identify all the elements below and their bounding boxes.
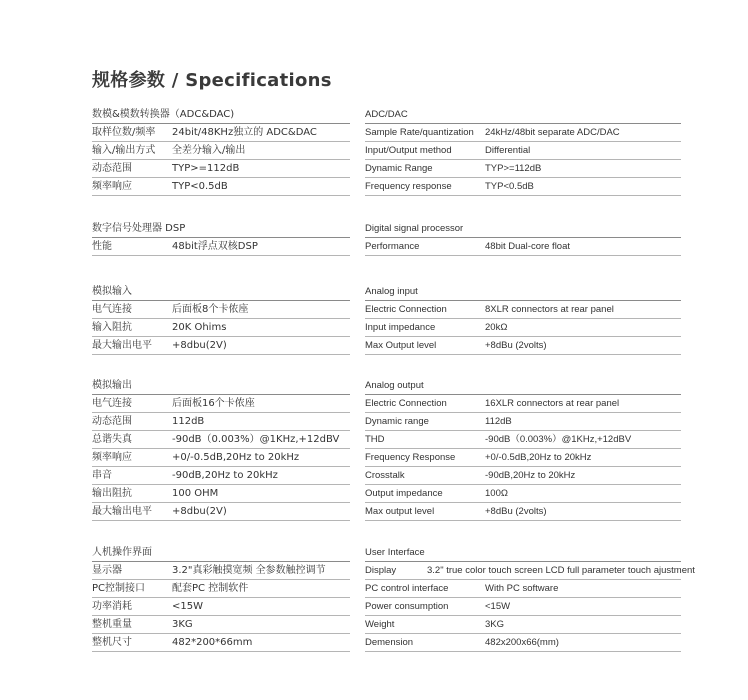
spec-label: Dynamic Range: [365, 163, 433, 174]
en-section: [365, 544, 695, 652]
spec-label: 取样位数/频率: [92, 127, 156, 138]
spec-value: With PC software: [485, 583, 559, 594]
spec-value: +8dbu(2V): [172, 340, 227, 351]
spec-row: [92, 178, 350, 196]
page-title: 规格参数 / Specifications: [92, 70, 332, 91]
spec-row: [365, 142, 681, 160]
spec-row: [92, 598, 350, 616]
spec-row: [92, 503, 350, 521]
spec-value: 482*200*66mm: [172, 637, 253, 648]
en-section: [365, 283, 681, 355]
section-header: Analog output: [365, 377, 681, 395]
spec-row: [365, 337, 681, 355]
spec-row: [365, 238, 681, 256]
spec-label: 动态范围: [92, 163, 132, 174]
spec-label: 串音: [92, 470, 112, 481]
spec-label: PC控制接口: [92, 583, 146, 594]
spec-value: 48bit浮点双核DSP: [172, 241, 258, 252]
spec-label: 显示器: [92, 565, 122, 576]
spec-label: Frequency response: [365, 181, 452, 192]
spec-value: 48bit Dual-core float: [485, 241, 571, 252]
cn-section: [92, 283, 350, 355]
spec-row: [92, 395, 350, 413]
en-section: [365, 220, 681, 256]
spec-value: 3KG: [172, 619, 193, 630]
spec-row: [92, 238, 350, 256]
spec-row: [92, 337, 350, 355]
en-section: [365, 106, 681, 196]
spec-row: [365, 319, 681, 337]
spec-row: [365, 413, 681, 431]
spec-row: [365, 562, 695, 580]
spec-value: 3.2"真彩触摸宽频 全参数触控调节: [172, 565, 326, 576]
cn-section: [92, 220, 350, 256]
spec-row: [365, 124, 681, 142]
spec-label: Weight: [365, 619, 395, 630]
section-header: 模拟输入: [92, 283, 350, 301]
spec-label: 输入阻抗: [92, 322, 132, 333]
spec-row: [92, 431, 350, 449]
spec-label: 输出阻抗: [92, 488, 132, 499]
cn-section: [92, 106, 350, 196]
spec-label: Max Output level: [365, 340, 437, 351]
spec-label: Demension: [365, 637, 414, 648]
spec-label: 频率响应: [92, 452, 132, 463]
spec-row: [92, 301, 350, 319]
spec-value: +8dbu(2V): [172, 506, 227, 517]
spec-label: Sample Rate/quantization: [365, 127, 474, 138]
spec-value: <15W: [172, 601, 203, 612]
spec-value: +0/-0.5dB,20Hz to 20kHz: [485, 452, 592, 463]
spec-row: [92, 142, 350, 160]
cn-section: [92, 377, 350, 521]
spec-label: 电气连接: [92, 304, 132, 315]
spec-row: [365, 395, 681, 413]
spec-row: [92, 319, 350, 337]
spec-row: [365, 449, 681, 467]
spec-label: Power consumption: [365, 601, 449, 612]
spec-row: [92, 467, 350, 485]
spec-value: <15W: [485, 601, 511, 612]
spec-row: [92, 413, 350, 431]
spec-value: 全差分输入/输出: [172, 145, 246, 156]
spec-label: Electric Connection: [365, 304, 447, 315]
spec-row: [365, 580, 681, 598]
spec-value: +8dBu (2volts): [485, 340, 547, 351]
spec-label: Input/Output method: [365, 145, 452, 156]
spec-row: [365, 160, 681, 178]
spec-value: +0/-0.5dB,20Hz to 20kHz: [172, 452, 300, 463]
spec-row: [365, 178, 681, 196]
spec-value: 后面板8个卡侬座: [172, 304, 249, 315]
spec-value: TYP>=112dB: [172, 163, 240, 174]
spec-row: [365, 485, 681, 503]
spec-value: -90dB,20Hz to 20kHz: [172, 470, 278, 481]
section-header: Digital signal processor: [365, 220, 681, 238]
spec-label: Dynamic range: [365, 416, 429, 427]
spec-value: Differential: [485, 145, 531, 156]
spec-label: 电气连接: [92, 398, 132, 409]
spec-value: TYP<0.5dB: [485, 181, 534, 192]
spec-row: [92, 562, 350, 580]
spec-value: 100Ω: [485, 488, 508, 499]
spec-row: [92, 124, 350, 142]
spec-label: 频率响应: [92, 181, 132, 192]
spec-row: [92, 449, 350, 467]
spec-label: PC control interface: [365, 583, 449, 594]
spec-value: 20kΩ: [485, 322, 508, 333]
spec-label: Electric Connection: [365, 398, 447, 409]
section-header: 人机操作界面: [92, 544, 350, 562]
spec-value: +8dBu (2volts): [485, 506, 547, 517]
spec-value: 20K Ohims: [172, 322, 227, 333]
section-header: 数模&模数转换器（ADC&DAC): [92, 106, 350, 124]
section-header: ADC/DAC: [365, 106, 681, 124]
spec-label: 功率消耗: [92, 601, 132, 612]
spec-value: 后面板16个卡侬座: [172, 398, 255, 409]
spec-value: -90dB（0.003%）@1KHz,+12dBV: [485, 434, 632, 445]
spec-row: [92, 616, 350, 634]
spec-value: TYP<0.5dB: [172, 181, 228, 192]
spec-label: 动态范围: [92, 416, 132, 427]
spec-value: 112dB: [172, 416, 205, 427]
spec-value: -90dB,20Hz to 20kHz: [485, 470, 576, 481]
spec-row: [92, 485, 350, 503]
spec-value: 16XLR connectors at rear panel: [485, 398, 620, 409]
spec-label: Max output level: [365, 506, 435, 517]
spec-label: Input impedance: [365, 322, 436, 333]
spec-label: 整机尺寸: [92, 637, 132, 648]
cn-section: [92, 544, 350, 652]
spec-label: Crosstalk: [365, 470, 405, 481]
spec-row: [365, 634, 681, 652]
spec-value: 3KG: [485, 619, 505, 630]
spec-label: Performance: [365, 241, 420, 252]
section-header: Analog input: [365, 283, 681, 301]
spec-value: 配套PC 控制软件: [172, 583, 249, 594]
spec-row: [365, 301, 681, 319]
spec-label: 最大输出电平: [92, 340, 152, 351]
spec-row: [365, 467, 681, 485]
spec-value: 100 OHM: [172, 488, 219, 499]
section-header: 数字信号处理器 DSP: [92, 220, 350, 238]
spec-row: [365, 431, 681, 449]
spec-row: [92, 160, 350, 178]
spec-label: 最大输出电平: [92, 506, 152, 517]
spec-label: THD: [365, 434, 385, 445]
spec-label: Output impedance: [365, 488, 443, 499]
spec-value: 24kHz/48bit separate ADC/DAC: [485, 127, 620, 138]
spec-row: [365, 503, 681, 521]
spec-label: 总谐失真: [92, 434, 132, 445]
spec-value: 482x200x66(mm): [485, 637, 559, 648]
spec-value: 3.2" true color touch screen LCD full parameter touch ajustment: [427, 565, 695, 576]
spec-value: 8XLR connectors at rear panel: [485, 304, 614, 315]
spec-row: [92, 580, 350, 598]
spec-value: 24bit/48KHz独立的 ADC&DAC: [172, 127, 317, 138]
spec-row: [365, 616, 681, 634]
spec-row: [92, 634, 350, 652]
section-header: User Interface: [365, 544, 681, 562]
spec-row: [365, 598, 681, 616]
spec-value: TYP>=112dB: [485, 163, 542, 174]
en-section: [365, 377, 681, 521]
spec-label: Frequency Response: [365, 452, 456, 463]
spec-label: 输入/输出方式: [92, 145, 156, 156]
spec-label: 性能: [92, 241, 112, 252]
spec-label: 整机重量: [92, 619, 132, 630]
spec-label: Display: [365, 565, 397, 576]
spec-value: 112dB: [485, 416, 512, 427]
spec-value: -90dB（0.003%）@1KHz,+12dBV: [172, 434, 340, 445]
section-header: 模拟输出: [92, 377, 350, 395]
